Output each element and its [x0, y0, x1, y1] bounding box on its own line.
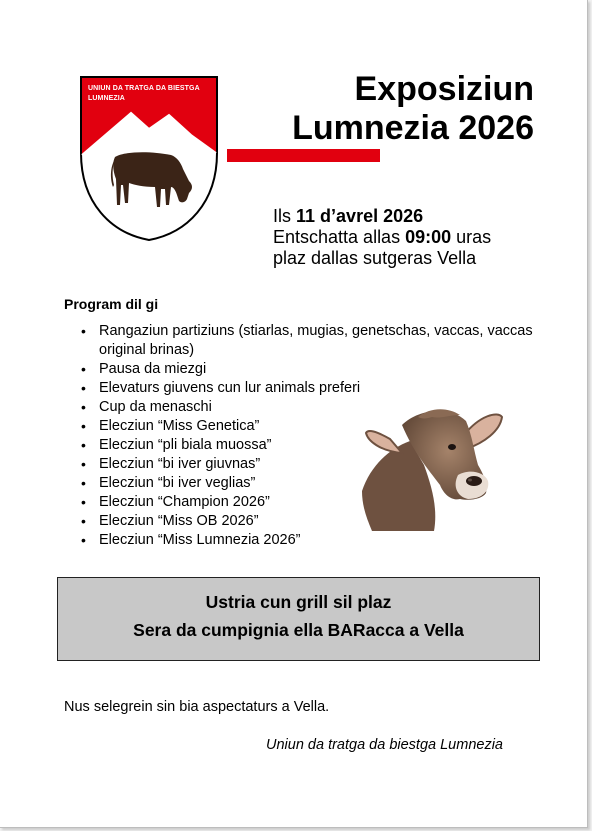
bullet-icon: •: [81, 437, 86, 453]
bullet-icon: •: [81, 494, 86, 510]
program-item: [79, 531, 540, 550]
program-item-text: Elecziun “pli biala muossa”: [99, 437, 272, 453]
bullet-icon: •: [81, 380, 86, 396]
bullet-icon: •: [81, 475, 86, 491]
event-location: plaz dallas sutgeras Vella: [273, 248, 477, 268]
signature: Uniun da tratga da biestga Lumnezia: [266, 737, 503, 753]
program-item: [79, 360, 540, 379]
program-item-text: Elecziun “Miss Genetica”: [99, 418, 260, 434]
title-line-1: Exposiziun: [354, 70, 534, 108]
red-accent-bar: [227, 149, 380, 162]
bullet-icon: •: [81, 532, 86, 548]
event-start-prefix: Entschatta allas: [273, 227, 406, 247]
bullet-icon: •: [81, 399, 86, 415]
closing-text: Nus selegrein sin bia aspectaturs a Vella.: [64, 699, 330, 715]
program-item-text: Elecziun “Miss Lumnezia 2026”: [99, 532, 301, 548]
program-item-text: Elecziun “Champion 2026”: [99, 494, 270, 510]
cow-head-icon: [362, 405, 507, 533]
bullet-icon: •: [81, 456, 86, 472]
program-heading: Program dil gi: [64, 296, 159, 312]
event-date-line: [273, 206, 573, 227]
cow-head-image: [362, 405, 507, 533]
program-item-text: Rangaziun partiziuns (stiarlas, mugias, genetschas, vaccas, vaccas original brinas): [99, 323, 533, 358]
program-item: [79, 379, 540, 398]
bullet-icon: •: [81, 323, 86, 339]
program-item-text: Cup da menaschi: [99, 399, 212, 415]
program-item-text: Elecziun “bi iver giuvnas”: [99, 456, 261, 472]
event-date-prefix: Ils: [273, 206, 297, 226]
highlight-box: [57, 577, 540, 661]
title-line-2: Lumnezia 2026: [292, 109, 534, 147]
program-item-text: Elecziun “Miss OB 2026”: [99, 513, 259, 529]
program-item-text: Elecziun “bi iver veglias”: [99, 475, 256, 491]
bullet-icon: •: [81, 418, 86, 434]
highlight-line-2: Sera da cumpignia ella BARacca a Vella: [133, 620, 464, 640]
highlight-line-1: Ustria cun grill sil plaz: [205, 592, 392, 612]
logo-text: UNIUN DA TRATGA DA BIESTGA LUMNEZIA: [88, 85, 200, 102]
event-start-suffix: uras: [451, 227, 492, 247]
bullet-icon: •: [81, 513, 86, 529]
event-date: 11 d’avrel 2026: [296, 206, 424, 226]
page-title: [262, 70, 534, 148]
program-item-text: Pausa da miezgi: [99, 361, 207, 377]
program-item: [79, 322, 540, 360]
event-info: [273, 206, 573, 269]
event-start-time: 09:00: [405, 227, 452, 247]
association-logo: [79, 75, 219, 243]
bullet-icon: •: [81, 361, 86, 377]
program-item-text: Elevaturs giuvens cun lur animals preferi: [99, 380, 361, 396]
event-start-line: [273, 227, 573, 248]
